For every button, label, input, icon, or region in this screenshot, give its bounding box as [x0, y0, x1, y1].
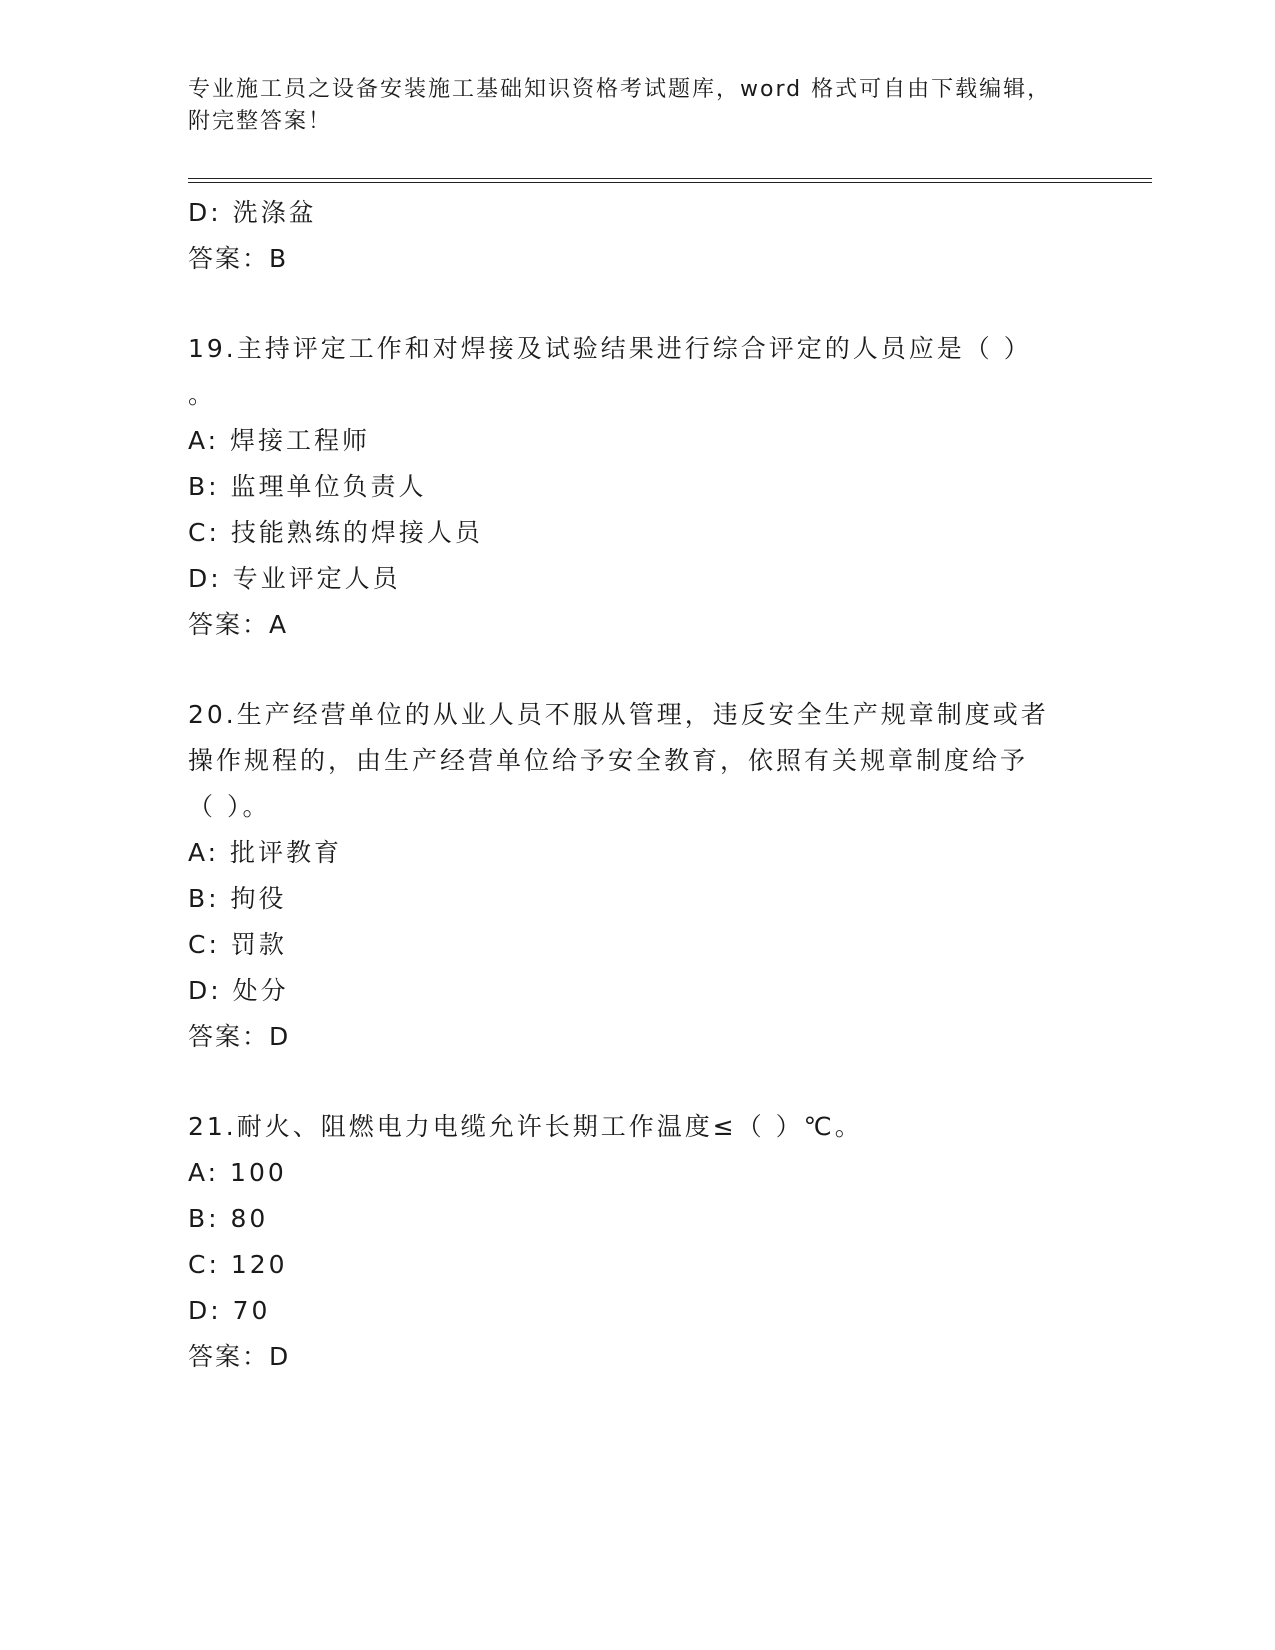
question-list — [188, 190, 1088, 1380]
option-c: C: 罚款 — [188, 930, 287, 959]
option-a: A: 100 — [188, 1158, 287, 1187]
answer-line: 答案：A — [188, 610, 289, 639]
document-header — [188, 74, 1088, 138]
question-stem-line: （ ）。 — [188, 792, 271, 821]
option-d: D: 洗涤盆 — [188, 198, 317, 227]
question-stem-line: 19.主持评定工作和对焊接及试验结果进行综合评定的人员应是（ ） — [188, 334, 1032, 363]
answer-line: 答案：D — [188, 1342, 291, 1371]
option-d: D: 70 — [188, 1296, 271, 1325]
question-21 — [188, 1104, 1088, 1380]
option-d: D: 处分 — [188, 976, 289, 1005]
answer-line: 答案：D — [188, 1022, 291, 1051]
question-stem-line: 20.生产经营单位的从业人员不服从管理，违反安全生产规章制度或者 — [188, 700, 1049, 729]
question-20 — [188, 692, 1088, 1060]
option-b: B: 监理单位负责人 — [188, 472, 427, 501]
option-c: C: 120 — [188, 1250, 288, 1279]
option-d: D: 专业评定人员 — [188, 564, 401, 593]
question-stem-line: 操作规程的，由生产经营单位给予安全教育，依照有关规章制度给予 — [188, 746, 1029, 775]
answer-line: 答案：B — [188, 244, 289, 273]
partial-question — [188, 190, 1088, 282]
option-c: C: 技能熟练的焊接人员 — [188, 518, 483, 547]
header-divider — [188, 178, 1152, 183]
question-19 — [188, 326, 1088, 648]
question-stem-line: 。 — [188, 380, 217, 409]
question-stem-line: 21.耐火、阻燃电力电缆允许长期工作温度≤（ ）℃。 — [188, 1112, 863, 1141]
header-title-line1: 专业施工员之设备安装施工基础知识资格考试题库，word 格式可自由下载编辑， — [188, 77, 1052, 102]
option-b: B: 80 — [188, 1204, 269, 1233]
option-a: A: 批评教育 — [188, 838, 343, 867]
option-a: A: 焊接工程师 — [188, 426, 371, 455]
option-b: B: 拘役 — [188, 884, 287, 913]
header-title-line2: 附完整答案！ — [188, 109, 333, 134]
